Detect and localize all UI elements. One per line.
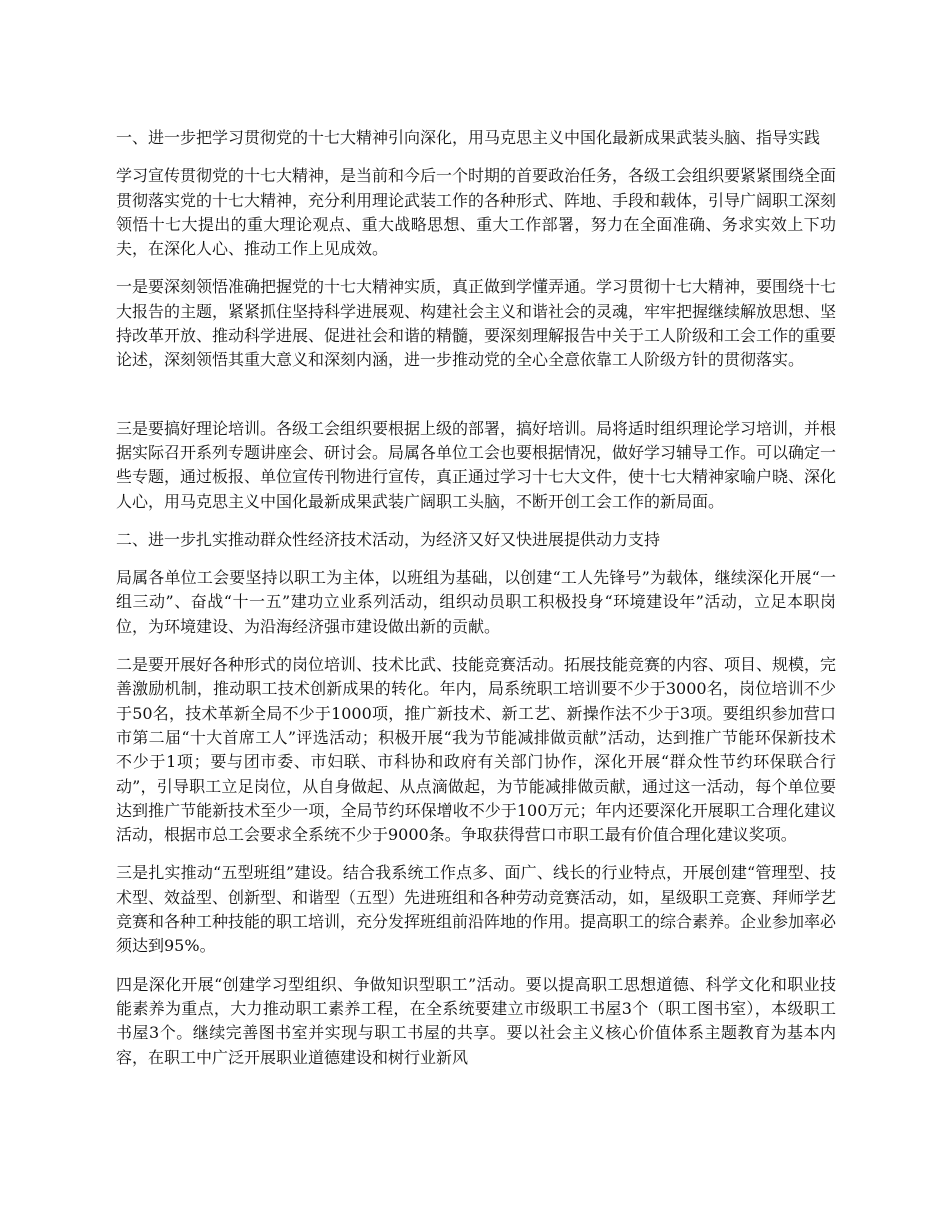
paragraph: 三是要搞好理论培训。各级工会组织要根据上级的部署，搞好培训。局将适时组织理论学习培训，并根据实际召开系列专题讲座会、研讨会。局属各单位工会也要根据情况，做好学习辅导工作。可以确定一些专题，通过板报、单位宣传刊物进行宣传，真正通过学习十七大文件，使十七大精神家喻户晓、深化人心，用马克思主义中国化最新成果武装广阔职工头脑，不断开创工会工作的新局面。 — [116, 418, 837, 511]
paragraph: 四是深化开展“创建学习型组织、争做知识型职工”活动。要以提高职工思想道德、科学文化和职业技能素养为重点，大力推动职工素养工程，在全系统要建立市级职工书屋3个（职工图书室），本级职工书屋3个。继续完善图书室并实现与职工书屋的共享。要以社会主义核心价值体系主题教育为基本内容，在职工中广泛开展职业道德建设和树行业新风 — [116, 974, 836, 1067]
document-body — [116, 126, 836, 1084]
section-heading-1: 一、进一步把学习贯彻党的十七大精神引向深化，用马克思主义中国化最新成果武装头脑、指导实践 — [116, 128, 821, 147]
paragraph: 一是要深刻领悟准确把握党的十七大精神实质，真正做到学懂弄通。学习贯彻十七大精神，要围绕十七大报告的主题，紧紧抓住坚持科学进展观、构建社会主义和谐社会的灵魂，牢牢把握继续解放思想、坚持改革开放、推动科学进展、促进社会和谐的精髓，要深刻理解报告中关于工人阶级和工会工作的重要论述，深刻领悟其重大意义和深刻内涵，进一步推动党的全心全意依靠工人阶级方针的贯彻落实。 — [116, 277, 837, 370]
section-heading-2: 二、进一步扎实推动群众性经济技术活动，为经济又好又快进展提供动力支持 — [116, 529, 661, 549]
paragraph: 学习宣传贯彻党的十七大精神，是当前和今后一个时期的首要政治任务，各级工会组织要紧紧围绕全面贯彻落实党的十七大精神，充分利用理论武装工作的各种形式、阵地、手段和载体，引导广阔职工深刻领悟十七大提出的重大理论观点、重大战略思想、重大工作部署，努力在全面准确、务求实效上下功夫，在深化人心、推动工作上见成效。 — [116, 166, 837, 259]
paragraph: 局属各单位工会要坚持以职工为主体，以班组为基础，以创建“工人先锋号”为载体，继续深化开展“一组三动”、奋战“十一五”建功立业系列活动，组织动员职工积极投身“环境建设年”活动，立足本职岗位，为环境建设、为沿海经济强市建设做出新的贡献。 — [116, 568, 836, 636]
paragraph: 二是要开展好各种形式的岗位培训、技术比武、技能竞赛活动。拓展技能竞赛的内容、项目、规模，完善激励机制，推动职工技术创新成果的转化。年内，局系统职工培训要不少于3000名，岗位培训不少于50名，技术革新全局不少于1000项，推广新技术、新工艺、新操作法不少于3项。要组织参加营口市第二届“十大首席工人”评选活动；积极开展“我为节能减排做贡献”活动，达到推广节能环保新技术不少于1项；要与团市委、市妇联、市科协和政府有关部门协作，深化开展“群众性节约环保联合行动”，引导职工立足岗位，从自身做起、从点滴做起，为节能减排做贡献，通过这一活动，每个单位要达到推广节能新技术至少一项，全局节约环保增收不少于100万元；年内还要深化开展职工合理化建议活动，根据市总工会要求全系统不少于9000条。争取获得营口市职工最有价值合理化建议奖项。 — [116, 655, 837, 845]
paragraph: 三是扎实推动“五型班组”建设。结合我系统工作点多、面广、线长的行业特点，开展创建“管理型、技术型、效益型、创新型、和谐型（五型）先进班组和各种劳动竞赛活动，如，星级职工竞赛、拜师学艺竞赛和各种工种技能的职工培训，充分发挥班组前沿阵地的作用。提高职工的综合素养。企业参加率必须达到95%。 — [116, 863, 837, 956]
